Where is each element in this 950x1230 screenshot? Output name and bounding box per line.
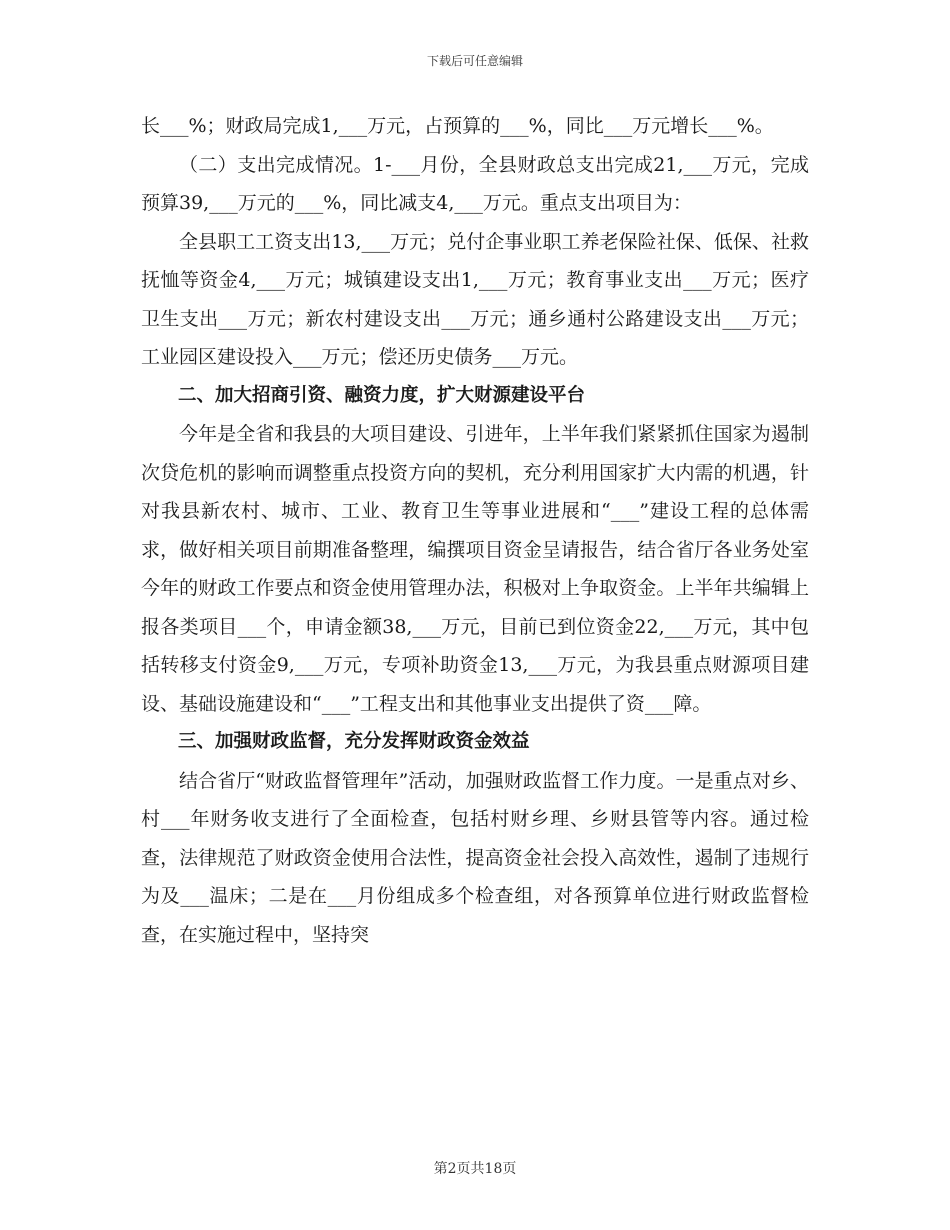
paragraph-key-expenditures: 全县职工工资支出13,___万元；兑付企事业职工养老保险社保、低保、社救抚恤等资金4,___万元；城镇建设支出1,___万元；教育事业支出___万元；医疗卫生支出___万元；新农村建设支出___万元；通乡通村公路建设支出___万元；工业园区建设投入___万元；偿还历史债务___万元。 [141, 230, 809, 368]
paragraph-investment: 今年是全省和我县的大项目建设、引进年，上半年我们紧紧抓住国家为遏制次贷危机的影响而调整重点投资方向的契机，充分利用国家扩大内需的机遇，针对我县新农村、城市、工业、教育卫生等事业进展和“___”建设工程的总体需求，做好相关项目前期准备整理，编撰项目资金呈请报告，结合省厅各业务处室今年的财政工作要点和资金使用管理办法，积极对上争取资金。上半年共编辑上报各类项目___个，申请金额38,___万元，目前已到位资金22,___万元，其中包括转移支付资金9,___万元，专项补助资金13,___万元，为我县重点财源项目建设、基础设施建设和“___”工程支出和其他事业支出提供了资___障。 [141, 423, 809, 715]
paragraph-income-continuation: 长___%；财政局完成1,___万元，占预算的___%，同比___万元增长___%。 [141, 115, 774, 137]
page-number: 第2页共18页 [433, 1161, 517, 1177]
document-body [141, 107, 809, 954]
paragraph-expenditure-summary: （二）支出完成情况。1-___月份，全县财政总支出完成21,___万元，完成预算39,___万元的___%，同比减支4,___万元。重点支出项目为： [141, 153, 809, 214]
paragraph-supervision: 结合省厅“财政监督管理年”活动，加强财政监督工作力度。一是重点对乡、村___年财务收支进行了全面检查，包括村财乡理、乡财县管等内容。通过检查，法律规范了财政资金使用合法性，提高资金社会投入高效性，遏制了违规行为及___温床；二是在___月份组成多个检查组，对各预算单位进行财政监督检查，在实施过程中，坚持突 [141, 769, 809, 946]
section-heading-investment: 二、加大招商引资、融资力度，扩大财源建设平台 [178, 384, 586, 406]
section-heading-supervision: 三、加强财政监督，充分发挥财政资金效益 [178, 731, 530, 752]
page-header-note: 下载后可任意编辑 [426, 54, 523, 68]
